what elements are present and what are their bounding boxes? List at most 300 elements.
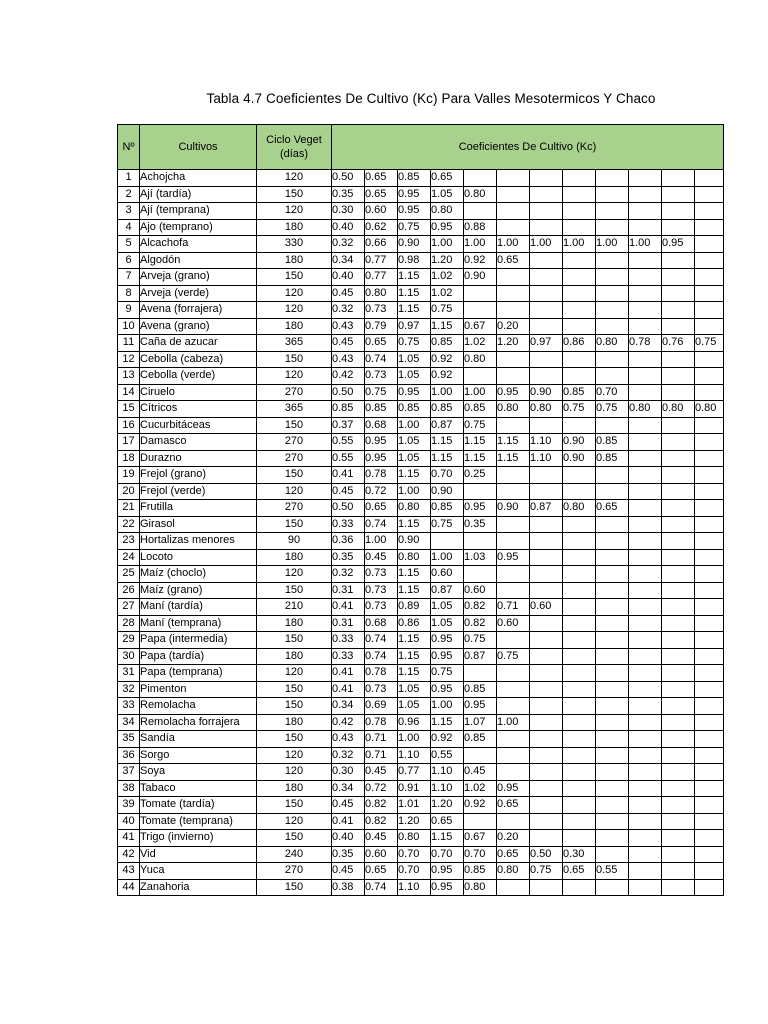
crop-name: Algodón	[140, 252, 257, 269]
table-row	[118, 351, 724, 368]
kc-empty	[563, 582, 596, 599]
kc-value: 0.75	[596, 401, 629, 418]
kc-empty	[530, 467, 563, 484]
kc-value: 0.20	[497, 830, 530, 847]
kc-empty	[596, 582, 629, 599]
kc-empty	[563, 516, 596, 533]
table-row	[118, 302, 724, 319]
cycle-days: 150	[257, 417, 332, 434]
kc-empty	[629, 615, 662, 632]
kc-value: 1.20	[431, 797, 464, 814]
kc-value: 1.00	[596, 236, 629, 253]
cycle-days: 150	[257, 681, 332, 698]
kc-value: 1.03	[464, 549, 497, 566]
kc-empty	[530, 351, 563, 368]
kc-value: 0.80	[497, 863, 530, 880]
kc-value: 0.95	[431, 219, 464, 236]
kc-empty	[629, 764, 662, 781]
table-row	[118, 846, 724, 863]
kc-empty	[596, 269, 629, 286]
cycle-days: 180	[257, 714, 332, 731]
kc-value: 0.62	[365, 219, 398, 236]
kc-empty	[497, 186, 530, 203]
kc-value: 0.85	[464, 731, 497, 748]
kc-empty	[695, 285, 724, 302]
table-row	[118, 681, 724, 698]
kc-value: 0.43	[332, 351, 365, 368]
kc-value: 1.05	[398, 434, 431, 451]
cycle-days: 150	[257, 269, 332, 286]
row-number: 5	[118, 236, 140, 253]
kc-empty	[662, 186, 695, 203]
kc-value: 0.41	[332, 599, 365, 616]
kc-empty	[695, 681, 724, 698]
kc-empty	[596, 483, 629, 500]
kc-value: 0.34	[332, 698, 365, 715]
table-row	[118, 747, 724, 764]
kc-empty	[530, 219, 563, 236]
kc-empty	[662, 797, 695, 814]
row-number: 12	[118, 351, 140, 368]
kc-value: 0.55	[431, 747, 464, 764]
kc-value: 0.95	[398, 384, 431, 401]
kc-value: 0.79	[365, 318, 398, 335]
kc-value: 0.90	[563, 434, 596, 451]
kc-value: 0.85	[596, 450, 629, 467]
kc-empty	[629, 252, 662, 269]
kc-value: 0.87	[530, 500, 563, 517]
row-number: 19	[118, 467, 140, 484]
kc-empty	[530, 698, 563, 715]
kc-value: 0.80	[629, 401, 662, 418]
kc-empty	[563, 186, 596, 203]
kc-empty	[497, 533, 530, 550]
kc-value: 0.40	[332, 219, 365, 236]
kc-empty	[695, 252, 724, 269]
kc-empty	[662, 863, 695, 880]
kc-value: 0.87	[431, 417, 464, 434]
kc-empty	[629, 830, 662, 847]
kc-value: 1.15	[431, 714, 464, 731]
kc-empty	[530, 830, 563, 847]
cycle-days: 180	[257, 219, 332, 236]
kc-value: 0.33	[332, 632, 365, 649]
kc-empty	[464, 368, 497, 385]
kc-empty	[497, 368, 530, 385]
kc-value: 0.92	[431, 731, 464, 748]
kc-empty	[563, 615, 596, 632]
kc-empty	[530, 368, 563, 385]
row-number: 41	[118, 830, 140, 847]
kc-empty	[596, 170, 629, 187]
kc-value: 0.85	[464, 681, 497, 698]
table-row	[118, 582, 724, 599]
cycle-days: 120	[257, 483, 332, 500]
kc-empty	[596, 830, 629, 847]
kc-empty	[629, 681, 662, 698]
kc-empty	[662, 252, 695, 269]
cycle-days: 270	[257, 384, 332, 401]
cycle-days: 270	[257, 434, 332, 451]
kc-value: 1.05	[431, 599, 464, 616]
kc-empty	[662, 467, 695, 484]
kc-empty	[596, 599, 629, 616]
kc-empty	[497, 879, 530, 896]
kc-empty	[662, 582, 695, 599]
kc-empty	[497, 269, 530, 286]
kc-empty	[563, 203, 596, 220]
crop-name: Soya	[140, 764, 257, 781]
kc-value: 0.92	[431, 351, 464, 368]
row-number: 34	[118, 714, 140, 731]
table-row	[118, 401, 724, 418]
row-number: 27	[118, 599, 140, 616]
kc-empty	[695, 269, 724, 286]
kc-empty	[596, 797, 629, 814]
kc-value: 0.67	[464, 318, 497, 335]
row-number: 43	[118, 863, 140, 880]
kc-value: 0.82	[365, 797, 398, 814]
kc-value: 0.92	[464, 252, 497, 269]
kc-value: 0.40	[332, 269, 365, 286]
row-number: 37	[118, 764, 140, 781]
kc-value: 0.86	[398, 615, 431, 632]
kc-empty	[629, 368, 662, 385]
kc-empty	[563, 269, 596, 286]
kc-value: 0.33	[332, 516, 365, 533]
crop-coefficients-table	[117, 124, 724, 896]
kc-empty	[530, 632, 563, 649]
page-title: Tabla 4.7 Coeficientes De Cultivo (Kc) Para Valles Mesotermicos Y Chaco	[206, 91, 656, 106]
cycle-days: 270	[257, 500, 332, 517]
kc-value: 0.75	[464, 417, 497, 434]
kc-empty	[596, 780, 629, 797]
kc-empty	[530, 269, 563, 286]
cycle-days: 120	[257, 170, 332, 187]
row-number: 2	[118, 186, 140, 203]
kc-value: 0.85	[431, 401, 464, 418]
kc-value: 1.05	[398, 368, 431, 385]
kc-value: 0.87	[431, 582, 464, 599]
row-number: 39	[118, 797, 140, 814]
cycle-days: 180	[257, 648, 332, 665]
kc-empty	[596, 417, 629, 434]
kc-empty	[695, 203, 724, 220]
kc-value: 1.20	[431, 252, 464, 269]
kc-empty	[695, 780, 724, 797]
kc-value: 0.95	[365, 434, 398, 451]
kc-empty	[563, 714, 596, 731]
kc-empty	[530, 417, 563, 434]
cycle-days: 120	[257, 302, 332, 319]
cycle-days: 270	[257, 450, 332, 467]
kc-value: 0.60	[431, 566, 464, 583]
kc-value: 1.15	[464, 434, 497, 451]
kc-empty	[629, 434, 662, 451]
table-row	[118, 170, 724, 187]
kc-value: 0.80	[365, 285, 398, 302]
kc-value: 0.45	[332, 335, 365, 352]
kc-value: 0.73	[365, 681, 398, 698]
crop-name: Sandía	[140, 731, 257, 748]
kc-value: 1.15	[398, 302, 431, 319]
kc-value: 1.15	[497, 450, 530, 467]
kc-value: 0.77	[398, 764, 431, 781]
row-number: 29	[118, 632, 140, 649]
kc-empty	[695, 186, 724, 203]
kc-value: 0.86	[563, 335, 596, 352]
row-number: 8	[118, 285, 140, 302]
kc-empty	[464, 285, 497, 302]
kc-value: 0.65	[497, 846, 530, 863]
kc-value: 0.73	[365, 302, 398, 319]
cycle-days: 120	[257, 747, 332, 764]
kc-empty	[629, 714, 662, 731]
kc-value: 0.90	[398, 236, 431, 253]
kc-value: 0.72	[365, 780, 398, 797]
kc-value: 0.74	[365, 632, 398, 649]
crop-name: Tomate (tardía)	[140, 797, 257, 814]
table-row	[118, 252, 724, 269]
kc-value: 1.00	[530, 236, 563, 253]
kc-empty	[596, 879, 629, 896]
kc-empty	[563, 731, 596, 748]
row-number: 21	[118, 500, 140, 517]
kc-empty	[629, 170, 662, 187]
kc-value: 0.75	[398, 219, 431, 236]
kc-value: 1.10	[398, 747, 431, 764]
kc-empty	[530, 681, 563, 698]
kc-value: 1.07	[464, 714, 497, 731]
kc-value: 0.85	[398, 401, 431, 418]
kc-empty	[596, 549, 629, 566]
kc-empty	[530, 780, 563, 797]
kc-value: 0.92	[431, 368, 464, 385]
row-number: 32	[118, 681, 140, 698]
kc-empty	[629, 566, 662, 583]
kc-value: 0.70	[431, 846, 464, 863]
kc-empty	[695, 549, 724, 566]
kc-value: 1.05	[398, 698, 431, 715]
table-row	[118, 797, 724, 814]
kc-empty	[629, 384, 662, 401]
kc-value: 1.05	[398, 450, 431, 467]
kc-empty	[695, 714, 724, 731]
crop-name: Maíz (choclo)	[140, 566, 257, 583]
kc-empty	[497, 566, 530, 583]
crop-name: Maní (temprana)	[140, 615, 257, 632]
kc-empty	[563, 780, 596, 797]
kc-empty	[563, 302, 596, 319]
table-row	[118, 203, 724, 220]
cycle-days: 90	[257, 533, 332, 550]
kc-empty	[497, 203, 530, 220]
kc-empty	[530, 170, 563, 187]
kc-value: 0.65	[431, 813, 464, 830]
crop-name: Ají (temprana)	[140, 203, 257, 220]
kc-empty	[596, 467, 629, 484]
kc-empty	[497, 665, 530, 682]
kc-value: 0.43	[332, 318, 365, 335]
table-row	[118, 269, 724, 286]
kc-empty	[497, 285, 530, 302]
table-row	[118, 549, 724, 566]
kc-value: 1.15	[398, 648, 431, 665]
kc-empty	[629, 467, 662, 484]
kc-empty	[662, 698, 695, 715]
kc-empty	[629, 351, 662, 368]
row-number: 6	[118, 252, 140, 269]
kc-empty	[596, 681, 629, 698]
kc-value: 1.02	[431, 285, 464, 302]
kc-value: 0.32	[332, 566, 365, 583]
kc-empty	[464, 533, 497, 550]
kc-empty	[530, 252, 563, 269]
kc-empty	[530, 483, 563, 500]
kc-empty	[497, 467, 530, 484]
kc-value: 0.68	[365, 615, 398, 632]
kc-empty	[530, 318, 563, 335]
kc-value: 0.91	[398, 780, 431, 797]
kc-value: 1.00	[398, 731, 431, 748]
cycle-days: 180	[257, 252, 332, 269]
kc-empty	[695, 368, 724, 385]
cycle-days: 150	[257, 582, 332, 599]
kc-empty	[662, 879, 695, 896]
table-row	[118, 384, 724, 401]
crop-name: Frutilla	[140, 500, 257, 517]
kc-value: 0.70	[398, 846, 431, 863]
crop-name: Arveja (verde)	[140, 285, 257, 302]
kc-value: 1.10	[530, 434, 563, 451]
kc-empty	[563, 467, 596, 484]
kc-empty	[695, 879, 724, 896]
kc-empty	[563, 648, 596, 665]
kc-empty	[629, 780, 662, 797]
kc-empty	[662, 351, 695, 368]
kc-empty	[497, 302, 530, 319]
cycle-days: 150	[257, 830, 332, 847]
kc-value: 0.45	[332, 863, 365, 880]
kc-value: 0.45	[365, 549, 398, 566]
kc-empty	[662, 764, 695, 781]
kc-empty	[629, 731, 662, 748]
table-row	[118, 450, 724, 467]
kc-empty	[695, 747, 724, 764]
kc-value: 0.68	[365, 417, 398, 434]
kc-empty	[563, 318, 596, 335]
kc-value: 0.35	[332, 186, 365, 203]
kc-empty	[530, 203, 563, 220]
kc-empty	[629, 879, 662, 896]
kc-value: 0.20	[497, 318, 530, 335]
table-row	[118, 467, 724, 484]
kc-value: 0.75	[431, 516, 464, 533]
table-header-row	[118, 125, 724, 170]
kc-empty	[563, 681, 596, 698]
kc-empty	[695, 764, 724, 781]
kc-value: 0.55	[596, 863, 629, 880]
kc-value: 0.87	[464, 648, 497, 665]
crop-name: Vid	[140, 846, 257, 863]
table-row	[118, 863, 724, 880]
kc-empty	[596, 219, 629, 236]
kc-empty	[662, 417, 695, 434]
crop-name: Locoto	[140, 549, 257, 566]
kc-value: 1.00	[629, 236, 662, 253]
kc-empty	[596, 648, 629, 665]
kc-empty	[629, 533, 662, 550]
table-row	[118, 731, 724, 748]
crop-name: Tabaco	[140, 780, 257, 797]
kc-value: 0.95	[497, 384, 530, 401]
kc-value: 0.32	[332, 236, 365, 253]
crop-name: Tomate (temprana)	[140, 813, 257, 830]
kc-value: 0.45	[332, 797, 365, 814]
crop-name: Cebolla (verde)	[140, 368, 257, 385]
kc-empty	[530, 186, 563, 203]
kc-value: 0.30	[563, 846, 596, 863]
kc-empty	[695, 417, 724, 434]
kc-empty	[464, 483, 497, 500]
kc-value: 0.75	[563, 401, 596, 418]
kc-value: 1.02	[464, 335, 497, 352]
kc-value: 0.65	[365, 863, 398, 880]
kc-empty	[563, 285, 596, 302]
crop-name: Frejol (verde)	[140, 483, 257, 500]
kc-value: 0.50	[332, 500, 365, 517]
crop-name: Maní (tardía)	[140, 599, 257, 616]
kc-empty	[662, 434, 695, 451]
kc-value: 0.85	[365, 401, 398, 418]
kc-value: 0.34	[332, 252, 365, 269]
kc-empty	[662, 731, 695, 748]
kc-value: 0.80	[464, 879, 497, 896]
kc-value: 0.78	[629, 335, 662, 352]
kc-empty	[530, 549, 563, 566]
kc-value: 0.71	[365, 747, 398, 764]
kc-empty	[662, 500, 695, 517]
kc-value: 0.35	[332, 549, 365, 566]
crop-name: Trigo (invierno)	[140, 830, 257, 847]
cycle-days: 270	[257, 863, 332, 880]
kc-empty	[464, 170, 497, 187]
kc-empty	[695, 384, 724, 401]
row-number: 3	[118, 203, 140, 220]
table-row	[118, 879, 724, 896]
kc-value: 0.31	[332, 615, 365, 632]
kc-value: 0.88	[464, 219, 497, 236]
kc-empty	[596, 665, 629, 682]
cycle-days: 330	[257, 236, 332, 253]
crop-name: Durazno	[140, 450, 257, 467]
crop-name: Frejol (grano)	[140, 467, 257, 484]
cycle-days: 150	[257, 797, 332, 814]
kc-value: 0.70	[398, 863, 431, 880]
kc-empty	[497, 813, 530, 830]
kc-value: 0.82	[464, 615, 497, 632]
kc-empty	[695, 830, 724, 847]
kc-value: 1.05	[398, 351, 431, 368]
kc-empty	[530, 615, 563, 632]
kc-empty	[530, 285, 563, 302]
kc-empty	[629, 500, 662, 517]
kc-value: 0.42	[332, 368, 365, 385]
kc-empty	[629, 269, 662, 286]
kc-value: 0.95	[662, 236, 695, 253]
kc-empty	[563, 797, 596, 814]
kc-empty	[695, 450, 724, 467]
